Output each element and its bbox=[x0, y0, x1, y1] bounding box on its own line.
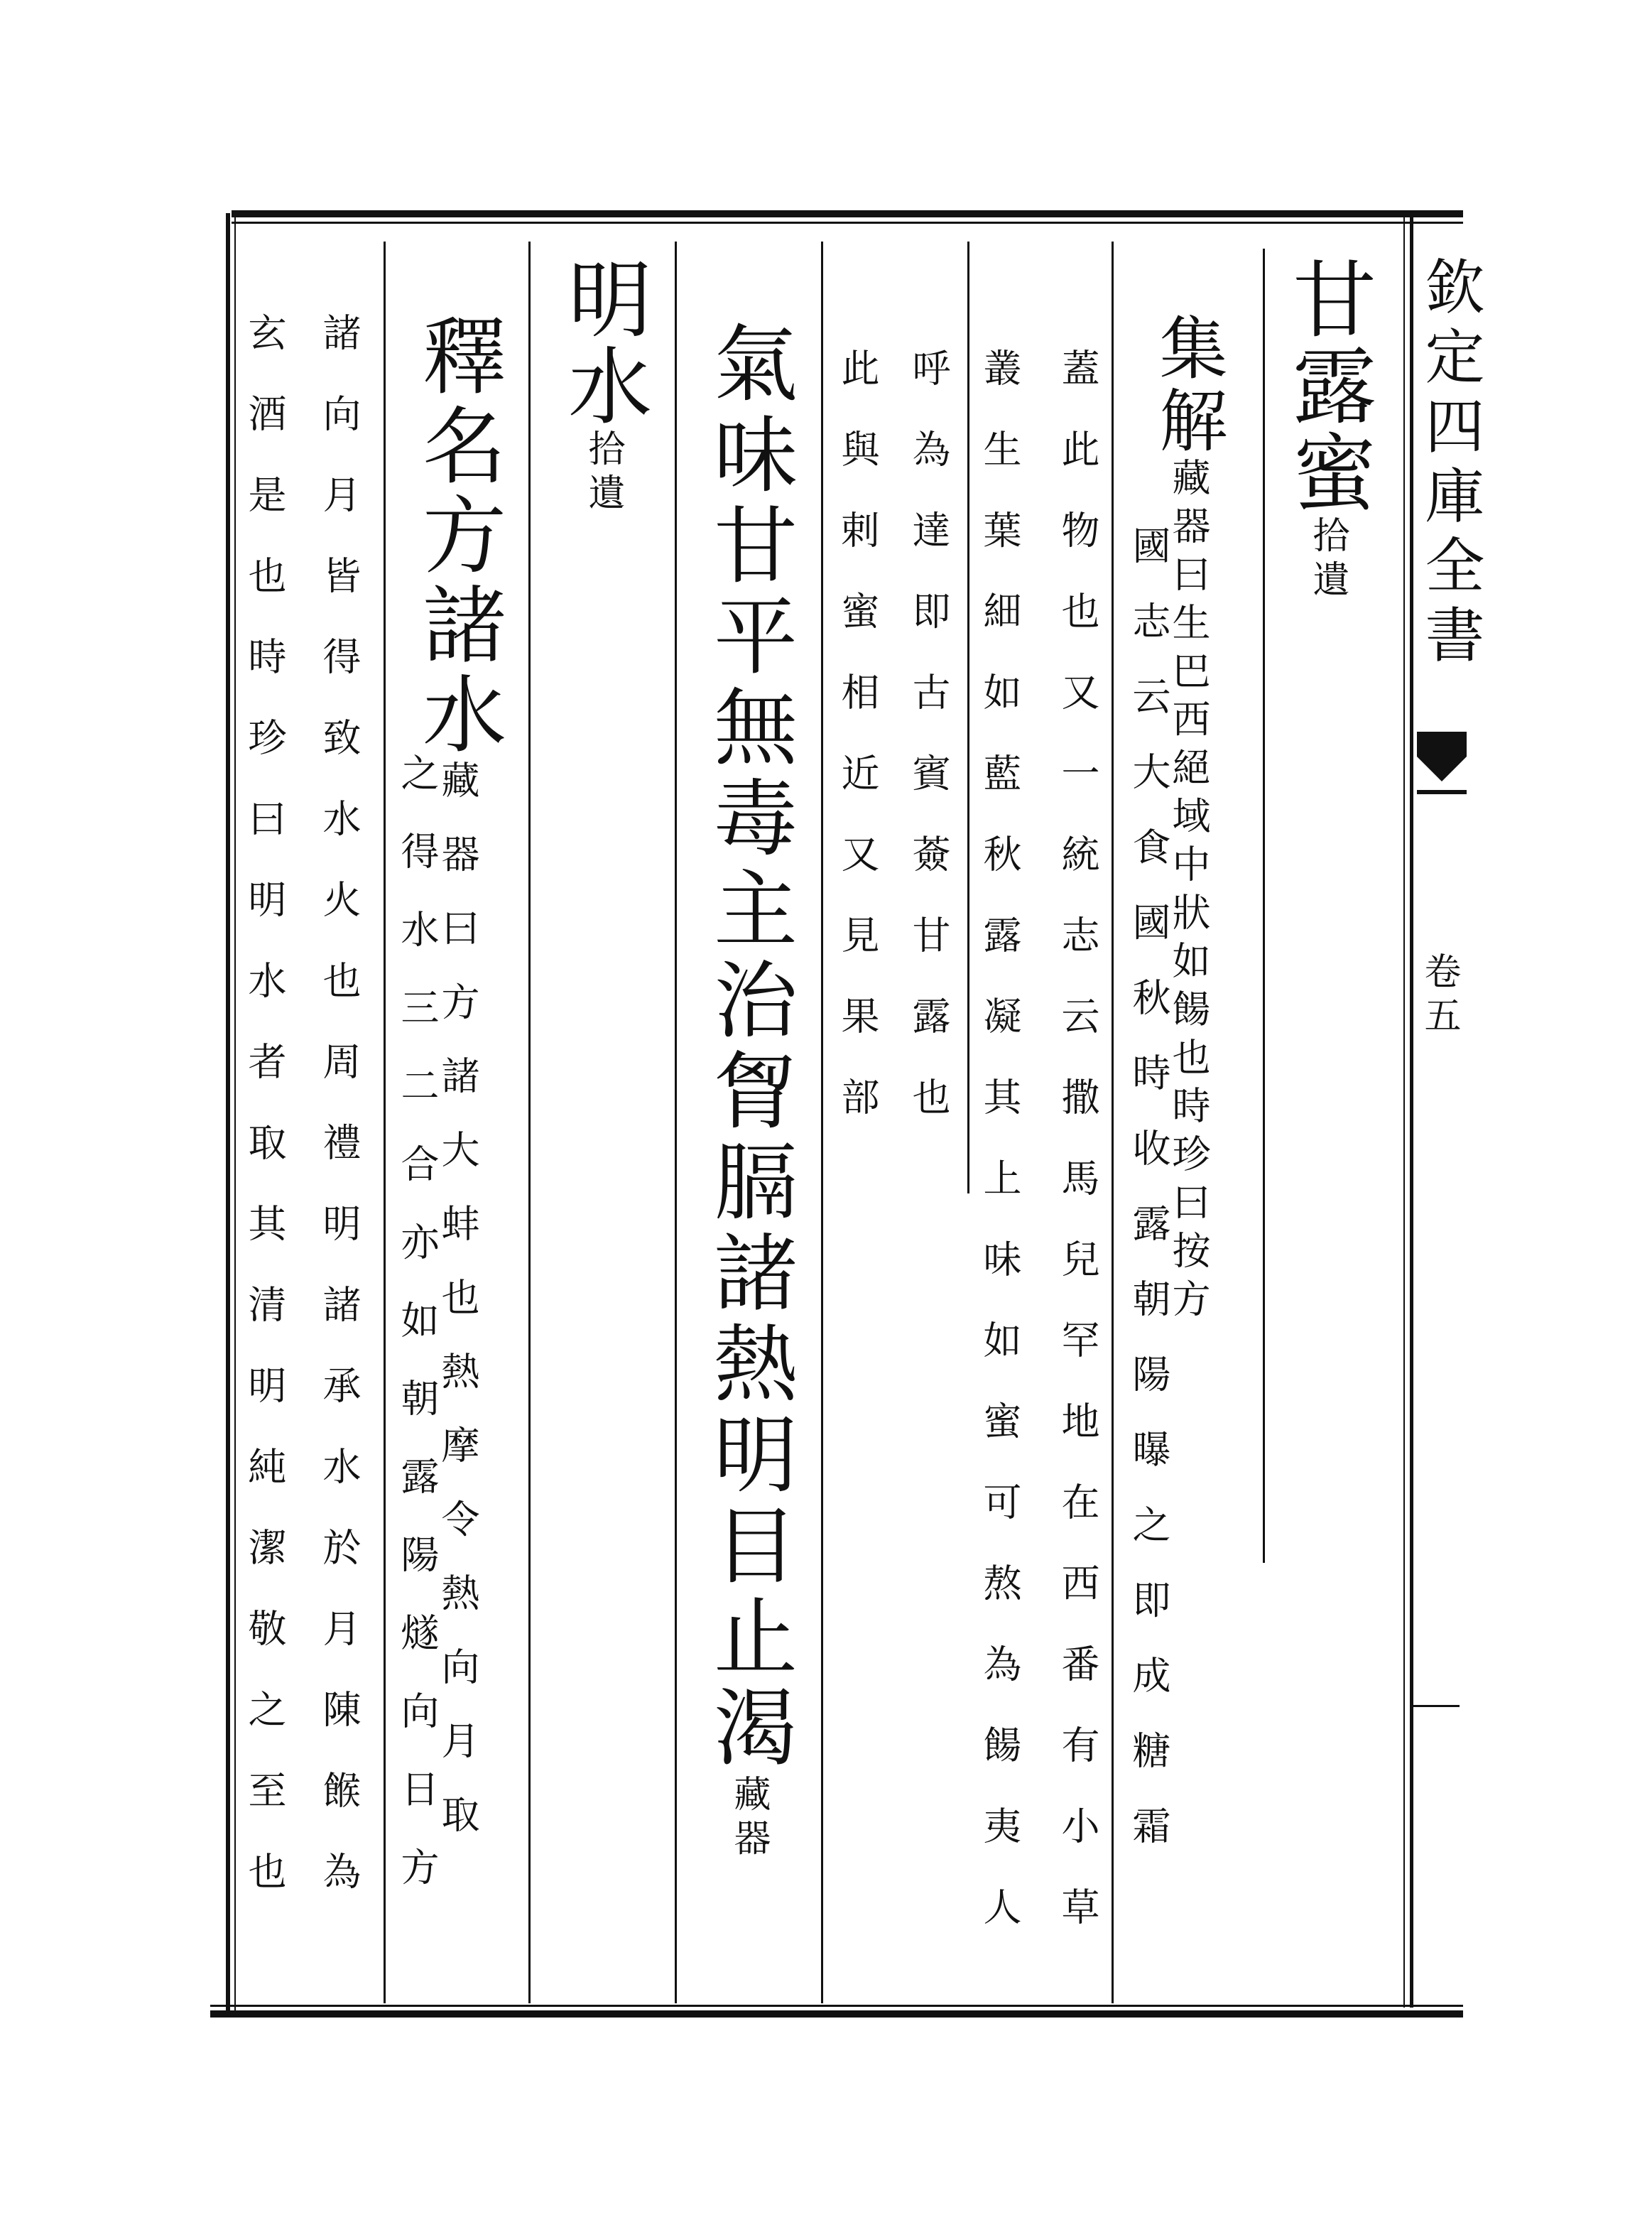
text-column-3: 國志云大食國秋時收露朝陽曝之即成糖霜 bbox=[1126, 526, 1171, 1881]
divider-5 bbox=[675, 242, 677, 2003]
divider-1 bbox=[1263, 249, 1265, 1563]
mingshui-note: 拾遺 bbox=[582, 429, 624, 517]
text-column-6: 呼為達即古賓薟甘露也 bbox=[906, 348, 951, 1158]
divider-margin-2 bbox=[1403, 217, 1405, 2008]
text-column-4: 蓋此物也又一統志云撒馬兒罕地在西番有小草 bbox=[1055, 348, 1100, 1968]
text-column-13: 玄酒是也時珍曰明水者取其清明純潔敬之至也 bbox=[242, 313, 287, 1932]
text-column-7: 此與剌蜜相近又見果部 bbox=[835, 348, 880, 1158]
jijie-heading: 集解 bbox=[1148, 313, 1228, 457]
divider-4 bbox=[821, 242, 823, 2003]
divider-7 bbox=[384, 242, 386, 2003]
divider-6 bbox=[528, 242, 531, 2003]
top-border bbox=[232, 210, 1463, 217]
volume-label: 卷五 bbox=[1418, 952, 1460, 1040]
heading-ganlumi bbox=[1278, 256, 1376, 604]
source-note: 拾遺 bbox=[1306, 516, 1349, 604]
divider-margin bbox=[1410, 217, 1413, 2008]
text-column-5: 叢生葉細如藍秋露凝其上味如蜜可熬為餳夷人 bbox=[977, 348, 1022, 1968]
text-column-11: 之得水三二合亦如朝露陽燧向日方 bbox=[395, 753, 440, 1925]
qiwei-text: 氣味甘平無毒主治胷膈諸熱明目止渴 bbox=[700, 320, 798, 1775]
text-column-12: 諸向月皆得致水火也周禮明諸承水於月陳餱為 bbox=[317, 313, 362, 1932]
shiming-heading: 釋名方諸水 bbox=[408, 313, 506, 760]
left-border bbox=[226, 213, 230, 2015]
column-qiwei bbox=[700, 320, 798, 1863]
fish-tail-mark bbox=[1413, 725, 1470, 803]
top-border-thin bbox=[232, 222, 1463, 224]
column-mingshui bbox=[554, 256, 652, 517]
jijie-text: 藏器曰生巴西絕域中狀如餳也時珍曰按方 bbox=[1166, 457, 1211, 1327]
heading-text: 甘露蜜 bbox=[1278, 256, 1376, 516]
bottom-border-thin bbox=[210, 2005, 1463, 2007]
book-title: 欽定四庫全書 bbox=[1415, 256, 1485, 673]
left-border-inner bbox=[234, 213, 236, 2015]
mingshui-heading: 明水 bbox=[554, 256, 652, 429]
bottom-border bbox=[210, 2010, 1463, 2018]
shiming-note: 藏器曰方諸大蚌也熱摩令熱向月取 bbox=[435, 760, 480, 1868]
divider-8 bbox=[1410, 1705, 1460, 1707]
divider-2 bbox=[1112, 242, 1114, 2003]
qiwei-note: 藏器 bbox=[727, 1775, 770, 1863]
divider-3 bbox=[967, 242, 969, 1193]
